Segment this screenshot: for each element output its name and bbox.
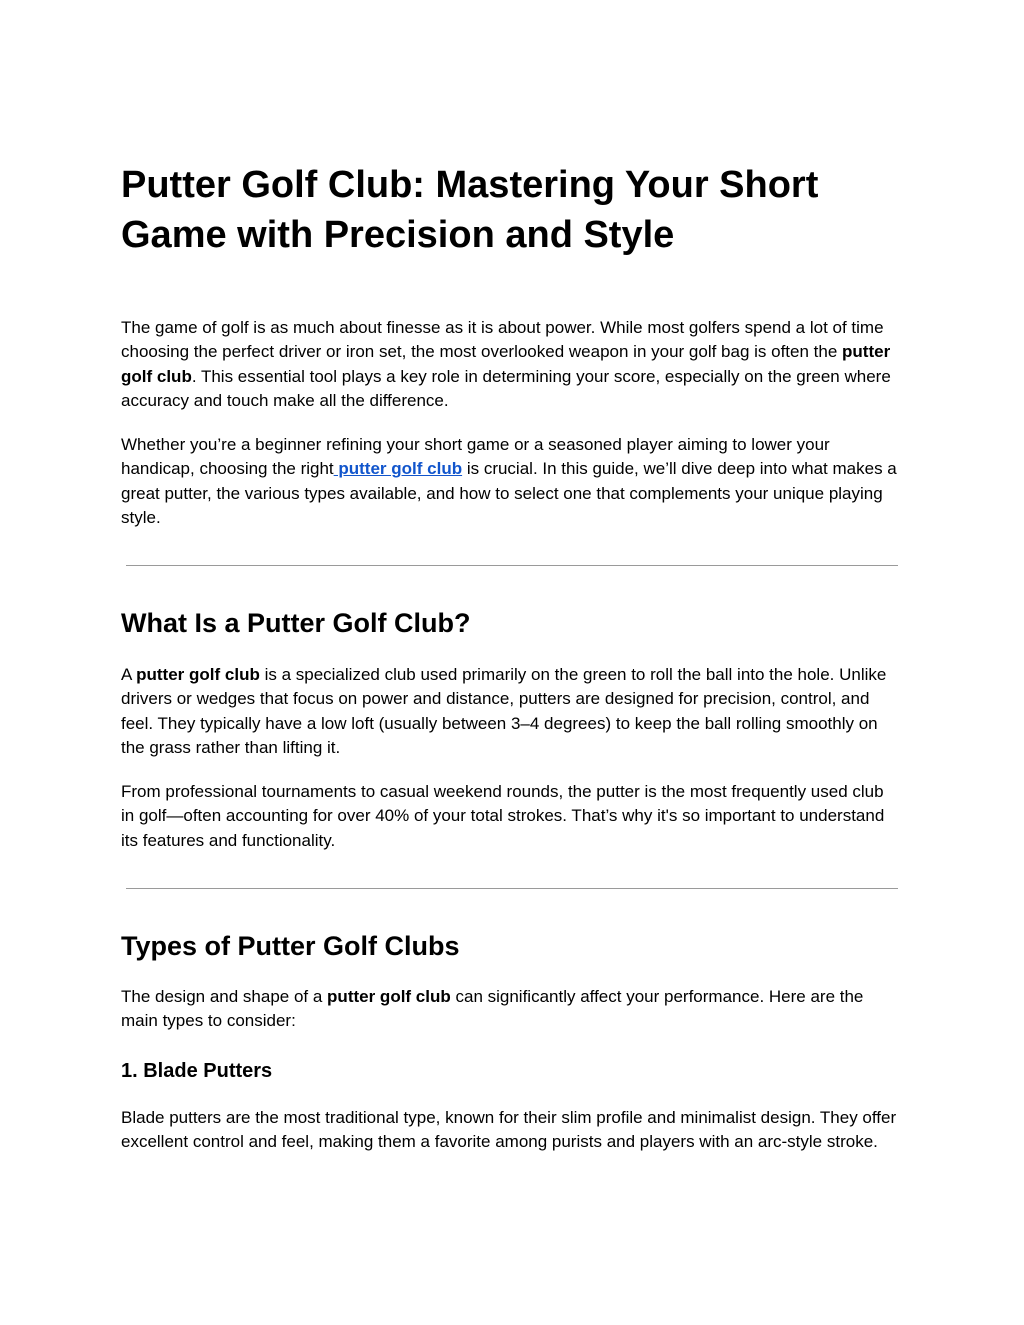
intro-paragraph-1 (121, 316, 899, 414)
blade-putters-paragraph: Blade putters are the most traditional type, known for their slim profile and minimalist design. They offer excellent control and feel, making them a favorite among purists and players with an arc-style stroke. (121, 1108, 897, 1152)
what-is-paragraph-2: From professional tournaments to casual weekend rounds, the putter is the most frequently used club in golf—often accounting for over 40% of your total strokes. That’s why it's so important to understand its features and functionality. (121, 782, 885, 850)
intro-p1-text-start: The game of golf is as much about finesse as it is about power. While most golfers spend a lot of time choosing the perfect driver or iron set, the most overlooked weapon in your golf bag is often the (121, 318, 884, 362)
types-p1-bold-keyword: putter golf club (327, 987, 451, 1006)
what-is-paragraph-1 (121, 663, 899, 761)
page-title: Putter Golf Club: Mastering Your Short Game with Precision and Style (121, 164, 819, 256)
intro-p2-text-end: is crucial. In this guide, we’ll dive deep into what makes a great putter, the various types available, and how to select one that complements your unique playing style. (121, 459, 897, 528)
section-divider-1 (126, 565, 898, 566)
putter-golf-club-link[interactable]: putter golf club (333, 459, 463, 479)
intro-p1-text-end: . This essential tool plays a key role in determining your score, especially on the green where accuracy and touch make all the difference. (121, 366, 891, 411)
types-paragraph-1 (121, 985, 899, 1034)
what-is-p1-text-start: A (121, 665, 137, 684)
section-heading-what-is: What Is a Putter Golf Club? (121, 608, 471, 638)
subheading-blade-putters: 1. Blade Putters (121, 1060, 273, 1082)
intro-paragraph-2 (121, 433, 899, 531)
what-is-p1-bold-keyword: putter golf club (136, 665, 260, 684)
types-p1-text-start: The design and shape of a (121, 987, 328, 1006)
what-is-p1-text-end: is a specialized club used primarily on the green to roll the ball into the hole. Unlike drivers or wedges that focus on power and distance, putters are designed for precision, control, and feel. They typically have a low loft (usually between 3–4 degrees) to keep the ball rolling smoothly on the grass rather than lifting it. (121, 665, 887, 758)
section-heading-types: Types of Putter Golf Clubs (121, 931, 460, 961)
intro-p2-text-start: Whether you’re a beginner refining your short game or a seasoned player aiming to lower your handicap, choosing the right (121, 435, 830, 479)
section-divider-2 (126, 888, 898, 889)
intro-p1-bold-keyword: putter golf club (121, 342, 891, 386)
types-p1-text-end: can significantly affect your performance. Here are the main types to consider: (121, 987, 864, 1031)
